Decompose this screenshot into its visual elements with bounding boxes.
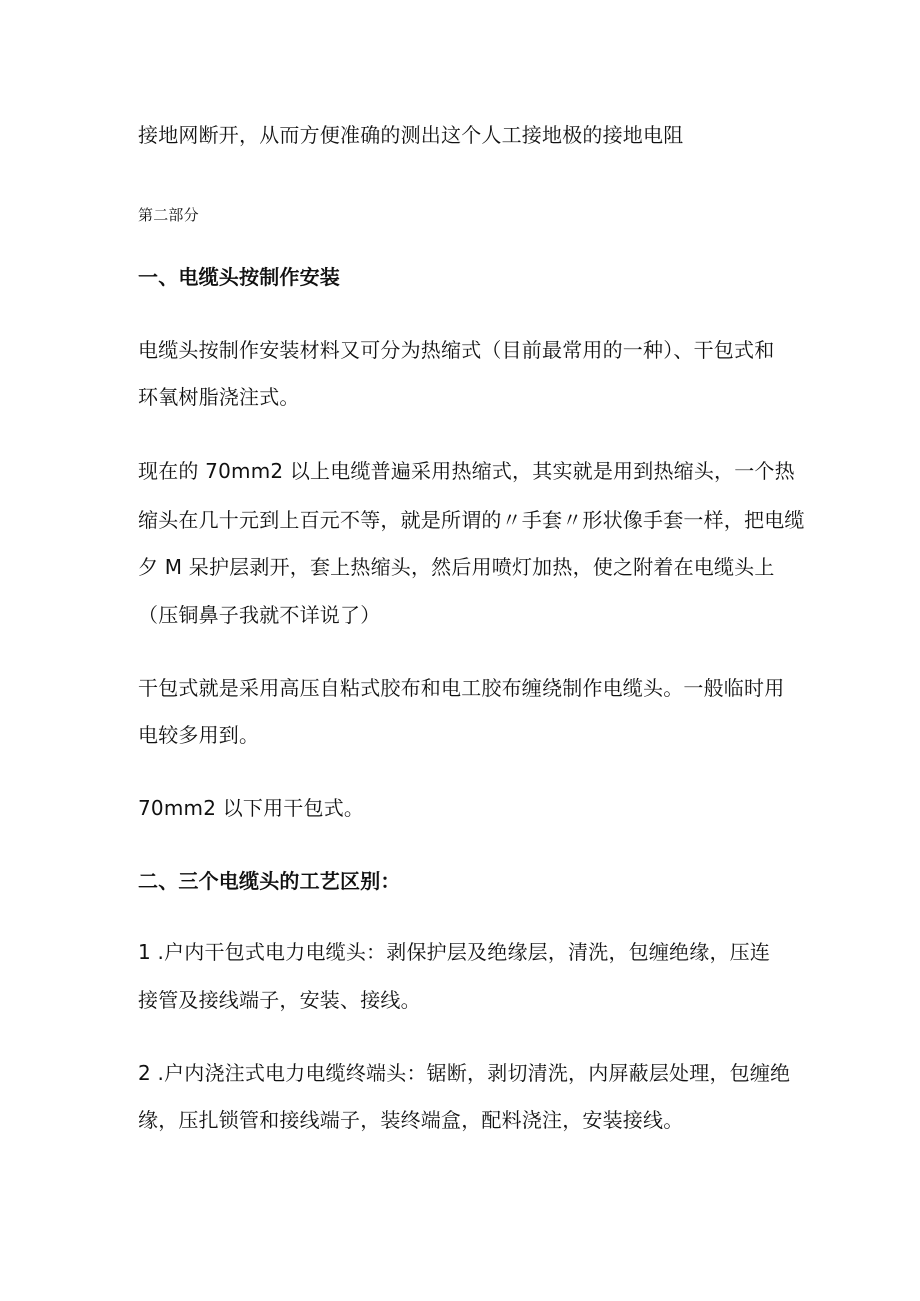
list-item-line: 接管及接线端子，安装、接线。	[138, 988, 421, 1012]
paragraph-line: 环氧树脂浇注式。	[138, 385, 300, 409]
paragraph-line: 夕 M 呆护层剥开，套上热缩头，然后用喷灯加热，使之附着在电缆头上	[138, 555, 775, 579]
list-item-line: 缘，压扎锁管和接线端子，装终端盒，配料浇注，安装接线。	[138, 1108, 684, 1132]
heading-process-difference: 二、三个电缆头的工艺区别：	[138, 869, 401, 893]
list-item-line: 2 .户内浇注式电力电缆终端头：锯断，剥切清洗，内屏蔽层处理，包缠绝	[138, 1061, 791, 1085]
paragraph-line: 电较多用到。	[138, 723, 260, 747]
paragraph-line: 70mm2 以下用干包式。	[138, 796, 365, 820]
paragraph-line: 接地网断开，从而方便准确的测出这个人工接地极的接地电阻	[138, 123, 684, 147]
paragraph-line: （压铜鼻子我就不详说了）	[138, 603, 381, 627]
paragraph-line: 电缆头按制作安装材料又可分为热缩式（目前最常用的一种）、干包式和	[138, 338, 775, 362]
paragraph-line: 缩头在几十元到上百元不等，就是所谓的〃手套〃形状像手套一样，把电缆	[138, 508, 805, 532]
section-label: 第二部分	[138, 206, 199, 224]
list-item-line: 1 .户内干包式电力电缆头：剥保护层及绝缘层，清洗，包缠绝缘，压连	[138, 940, 771, 964]
paragraph-line: 现在的 70mm2 以上电缆普遍采用热缩式，其实就是用到热缩头，一个热	[138, 459, 795, 483]
paragraph-line: 干包式就是采用高压自粘式胶布和电工胶布缠绕制作电缆头。一般临时用	[138, 676, 785, 700]
heading-cable-head: 一、电缆头按制作安装	[138, 265, 340, 289]
